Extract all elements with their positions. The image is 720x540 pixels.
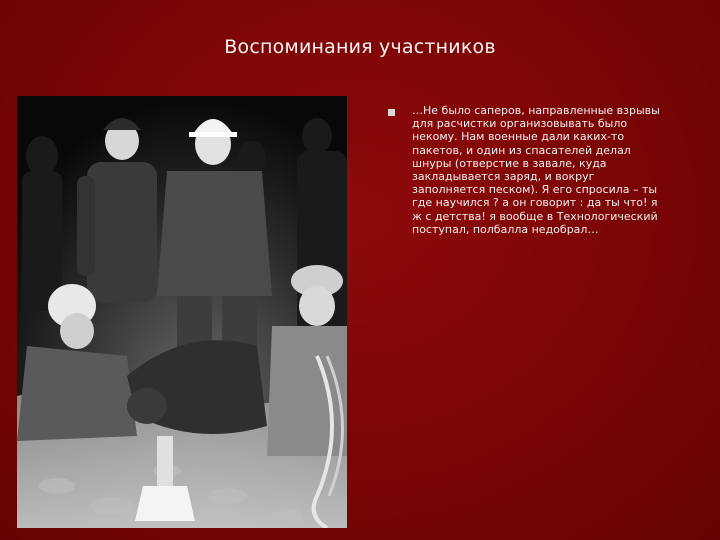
memoir-quote-text: …Не было саперов, направленные взрывы для расчистки организовывать было некому. Нам военные дали каких-то пакетов, и один из спасателей делал шнуры (отверстие в завале, куда закладывается заряд, и вокруг заполняется песком). Я его спросила – ты где научился ? а он говорит : да ты что! я ж с детства! я вообще в Технологический поступал, полбалла недобрал… <box>412 104 660 236</box>
rescue-photo <box>17 96 347 528</box>
square-bullet-icon <box>388 109 395 116</box>
slide-title: Воспоминания участников <box>224 36 496 58</box>
rescue-photo-illustration <box>17 96 347 528</box>
